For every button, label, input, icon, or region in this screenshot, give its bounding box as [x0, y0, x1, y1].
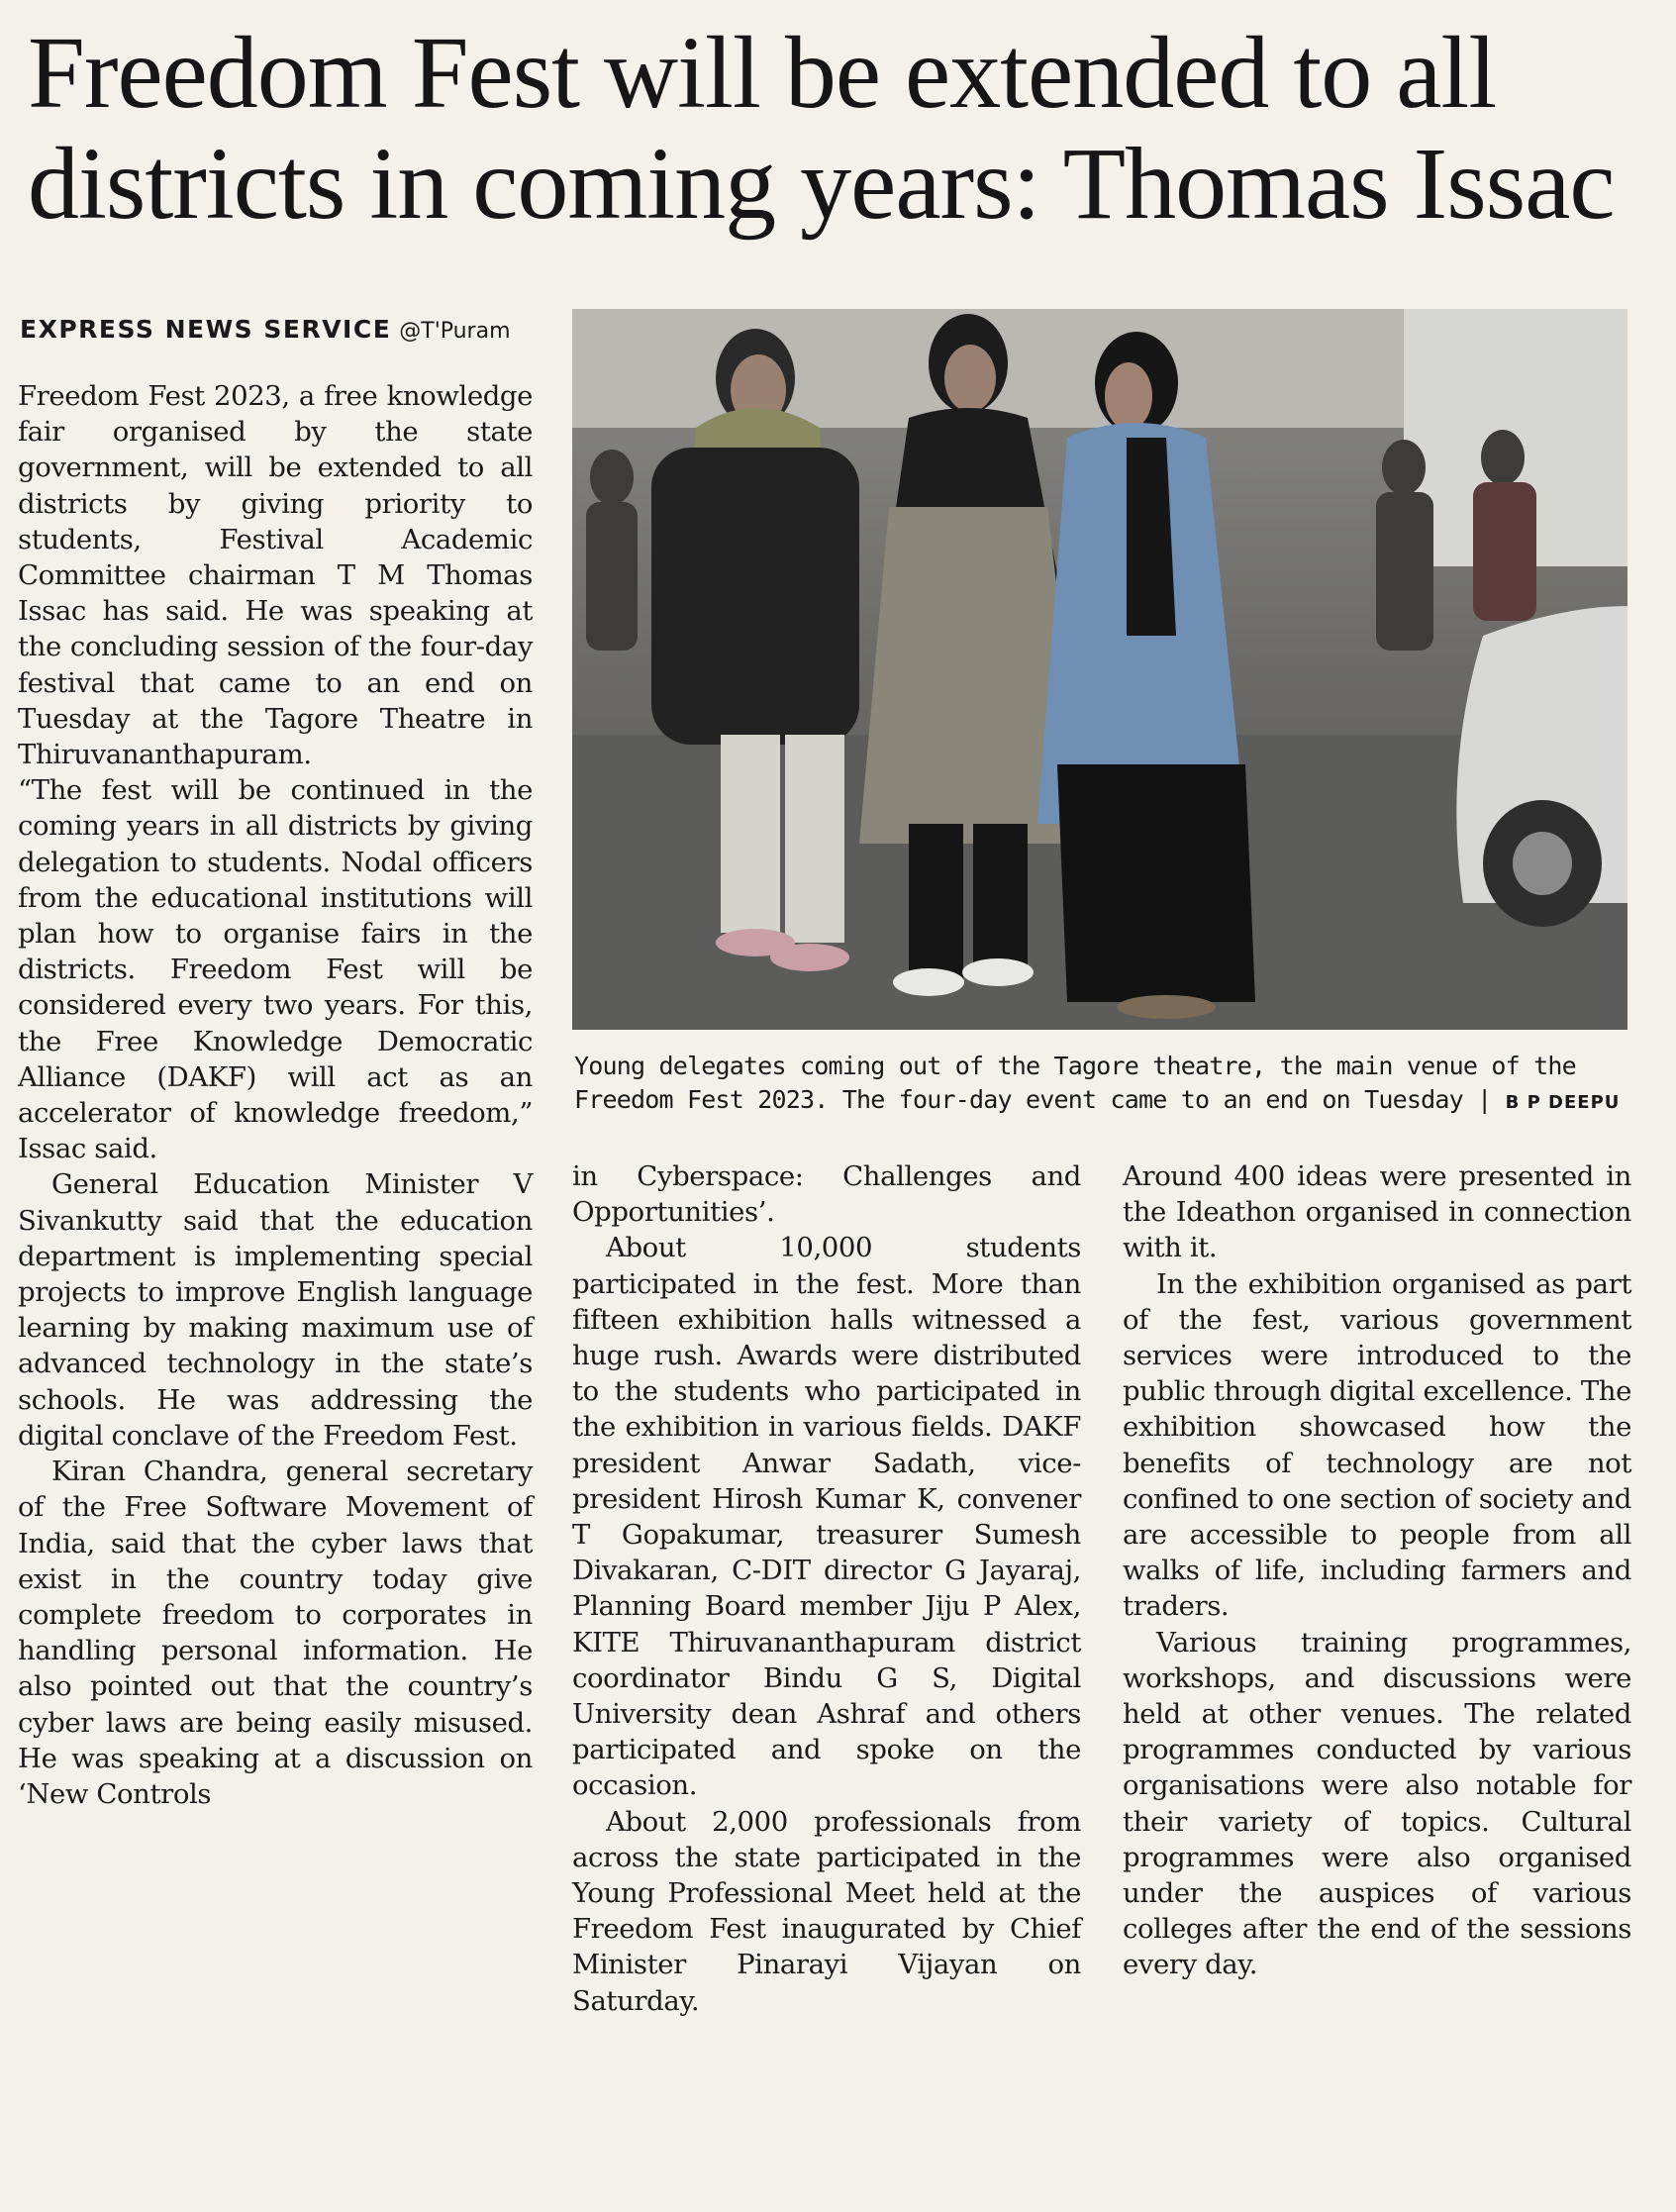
byline-agency: EXPRESS NEWS SERVICE	[20, 315, 392, 344]
article-paragraph: In the exhibition organised as part of the fest, various government services were introduced to the public through digital excellence. The exhibition showcased how the benefits of technology are not confined to one section of society and are accessible to people from all walks of life, including farmers and traders.	[1123, 1267, 1631, 1623]
photo-credit: B P DEEPU	[1505, 1092, 1621, 1113]
article-paragraph: Around 400 ideas were presented in the Ideathon organised in connection with it.	[1123, 1160, 1631, 1264]
article-paragraph: About 10,000 students participated in the fest. More than fifteen exhibition halls witnessed a huge rush. Awards were distributed to the students who participated in the exhibition in various fields. DAKF president Anwar Sadath, vice-president Hirosh Kumar K, convener T Gopakumar, treasurer Sumesh Divakaran, C-DIT director G Jayaraj, Planning Board member Jiju P Alex, KITE Thiruvananthapuram district coordinator Bindu G S, Digital University dean Ashraf and others participated and spoke on the occasion.	[572, 1232, 1081, 1802]
article-paragraph: Kiran Chandra, general secretary of the Free Software Movement of India, said that the cyber laws that exist in the country today give complete freedom to corporates in handling personal information. He also pointed out that the country’s cyber laws are being easily misused. He was speaking at a discussion on ‘New Controls	[18, 1456, 533, 1810]
photo-of-delegates-icon	[572, 309, 1627, 1030]
article-paragraph: Freedom Fest 2023, a free knowledge fair organised by the state government, will be extended to all districts by giving priority to students, Festival Academic Committee chairman T M Thomas Issac has said. He was speaking at the concluding session of the four-day festival that came to an end on Tuesday at the Tagore Theatre in Thiruvananthapuram.	[18, 380, 533, 771]
photo-caption	[574, 1050, 1633, 1120]
article-paragraph: Various training programmes, workshops, and discussions were held at other venues. The related programmes conducted by various organisations were also notable for their variety of topics. Cultural programmes were also organised under the auspices of various colleges after the end of the sessions every day.	[1123, 1626, 1631, 1981]
article-paragraph: General Education Minister V Sivankutty said that the education department is implementing special projects to improve English language learning by making maximum use of advanced technology in the state’s schools. He was addressing the digital conclave of the Freedom Fest.	[18, 1168, 533, 1452]
news-photo	[572, 309, 1627, 1030]
byline-place: @T'Puram	[399, 319, 511, 344]
headline: Freedom Fest will be extended to all districts in coming years: Thomas Issac	[28, 16, 1615, 241]
article-paragraph: “The fest will be continued in the coming years in all districts by giving delegation to students. Nodal officers from the educational institutions will plan how to organise fairs in the districts. Freedom Fest will be considered every two years. For this, the Free Knowledge Democratic Alliance (DAKF) will act as an accelerator of knowledge freedom,” Issac said.	[18, 774, 533, 1165]
article-column-1	[18, 378, 533, 1812]
article-column-2	[572, 1158, 1081, 2019]
article-paragraph: About 2,000 professionals from across the state participated in the Young Professional Meet held at the Freedom Fest inaugurated by Chief Minister Pinarayi Vijayan on Saturday.	[572, 1805, 1081, 2017]
article-paragraph: in Cyberspace: Challenges and Opportunities’.	[572, 1160, 1081, 1229]
article-column-3	[1123, 1158, 1631, 1983]
byline	[20, 315, 535, 344]
caption-text: Young delegates coming out of the Tagore theatre, the main venue of the Freedom Fest 2023. The four-day event came to an end on Tuesday |	[574, 1052, 1576, 1114]
